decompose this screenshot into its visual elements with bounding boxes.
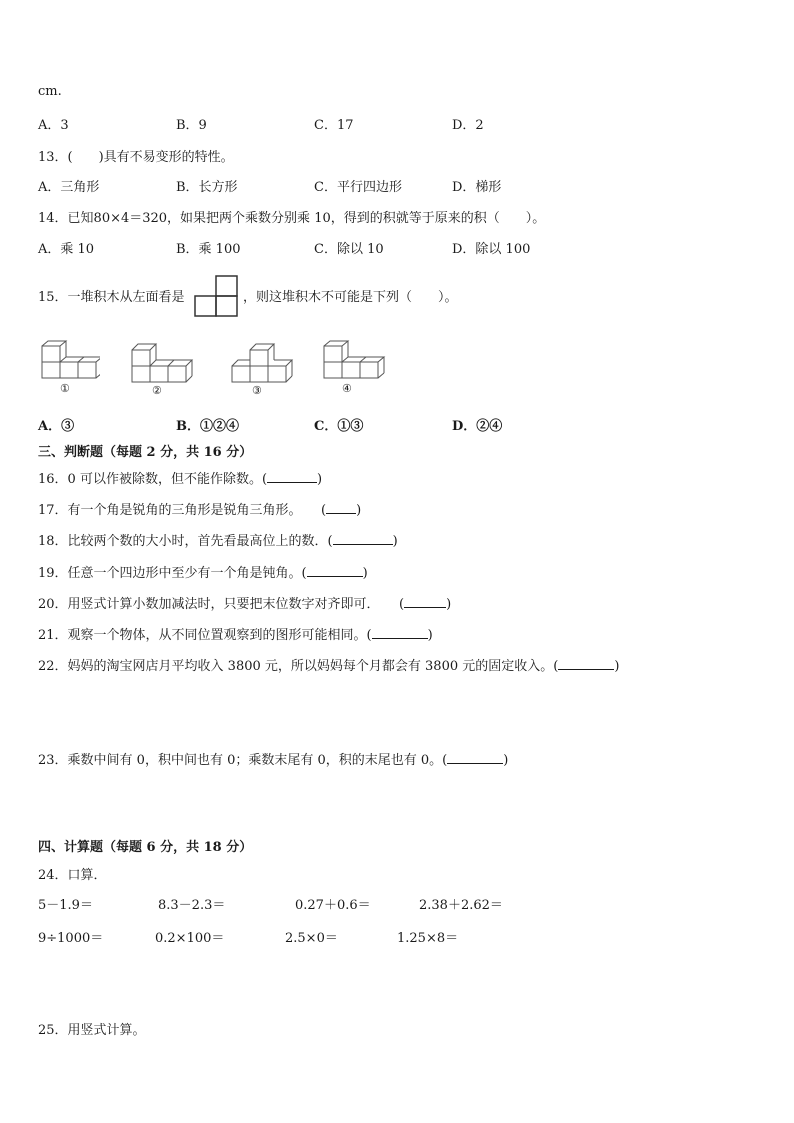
figure-4-label: ④: [342, 382, 352, 395]
section-4-title: 四、计算题（每题 6 分，共 18 分）: [38, 840, 253, 855]
judge-item-22: 22．妈妈的淘宝网店月平均收入 3800 元，所以妈妈每个月都会有 3800 元的固定收入。( ): [38, 655, 619, 674]
question-12-tail: cm.: [38, 84, 62, 99]
judge-item-18: 18．比较两个数的大小时，首先看最高位上的数．( ): [38, 530, 398, 549]
judge-item-19: 19．任意一个四边形中至少有一个角是钝角。( ): [38, 562, 368, 581]
section-3-title: 三、判断题（每题 2 分，共 16 分）: [38, 445, 253, 460]
calc-item: 1.25×8＝: [397, 931, 459, 946]
judge-item-21: 21．观察一个物体，从不同位置观察到的图形可能相同。( ): [38, 624, 433, 643]
q12-option-c[interactable]: C．17: [314, 118, 354, 133]
q12-option-b[interactable]: B．9: [176, 118, 207, 133]
calc-item: 5－1.9＝: [38, 898, 93, 913]
judge-item-17: 17．有一个角是锐角的三角形是锐角三角形。 ( ): [38, 499, 361, 518]
block-figure-4: [320, 338, 386, 396]
question-15-stem-before: 15．一堆积木从左面看是: [38, 290, 185, 305]
q12-option-a[interactable]: A．3: [38, 118, 69, 133]
question-14-stem: 14．已知80×4＝320，如果把两个乘数分别乘 10，得到的积就等于原来的积（ ）。: [38, 211, 546, 226]
answer-blank-19[interactable]: [307, 563, 363, 577]
q14-option-c[interactable]: C．除以 10: [314, 242, 384, 257]
figure-1-label: ①: [60, 382, 70, 395]
q14-option-b[interactable]: B．乘 100: [176, 242, 241, 257]
q13-option-d[interactable]: D．梯形: [452, 180, 502, 195]
answer-blank-16[interactable]: [267, 469, 317, 483]
question-24-stem: 24．口算．: [38, 868, 107, 883]
calc-item: 0.27＋0.6＝: [295, 898, 371, 913]
judge-item-20: 20．用竖式计算小数加减法时，只要把末位数字对齐即可． ( ): [38, 593, 451, 612]
q13-option-c[interactable]: C．平行四边形: [314, 180, 402, 195]
q14-option-a[interactable]: A．乘 10: [38, 242, 95, 257]
question-15-stem-after: ，则这堆积木不可能是下列（ ）。: [243, 290, 458, 305]
calc-item: 2.38＋2.62＝: [419, 898, 503, 913]
q15-option-a[interactable]: A．③: [38, 419, 75, 434]
judge-item-16: 16．0 可以作被除数，但不能作除数。( ): [38, 468, 322, 487]
left-view-figure: [194, 274, 240, 318]
q15-option-b[interactable]: B．①②④: [176, 419, 239, 434]
q12-option-d[interactable]: D．2: [452, 118, 484, 133]
judge-item-23: 23．乘数中间有 0，积中间也有 0；乘数末尾有 0，积的末尾也有 0。( ): [38, 749, 508, 768]
q15-option-d[interactable]: D．②④: [452, 419, 503, 434]
question-13-stem: 13．( )具有不易变形的特性。: [38, 150, 234, 165]
answer-blank-22[interactable]: [558, 656, 614, 670]
calc-item: 8.3－2.3＝: [158, 898, 226, 913]
answer-blank-20[interactable]: [404, 594, 446, 608]
q15-option-c[interactable]: C．①③: [314, 419, 364, 434]
calc-item: 0.2×100＝: [155, 931, 225, 946]
block-figure-2: [128, 340, 196, 396]
answer-blank-17[interactable]: [326, 500, 356, 514]
calc-item: 9÷1000＝: [38, 931, 104, 946]
answer-blank-18[interactable]: [333, 531, 393, 545]
q13-option-b[interactable]: B．长方形: [176, 180, 238, 195]
figure-2-label: ②: [152, 384, 162, 397]
q14-option-d[interactable]: D．除以 100: [452, 242, 531, 257]
q13-option-a[interactable]: A．三角形: [38, 180, 100, 195]
figure-3-label: ③: [252, 384, 262, 397]
question-25-stem: 25．用竖式计算。: [38, 1023, 146, 1038]
calc-item: 2.5×0＝: [285, 931, 338, 946]
answer-blank-21[interactable]: [372, 625, 428, 639]
answer-blank-23[interactable]: [447, 750, 503, 764]
